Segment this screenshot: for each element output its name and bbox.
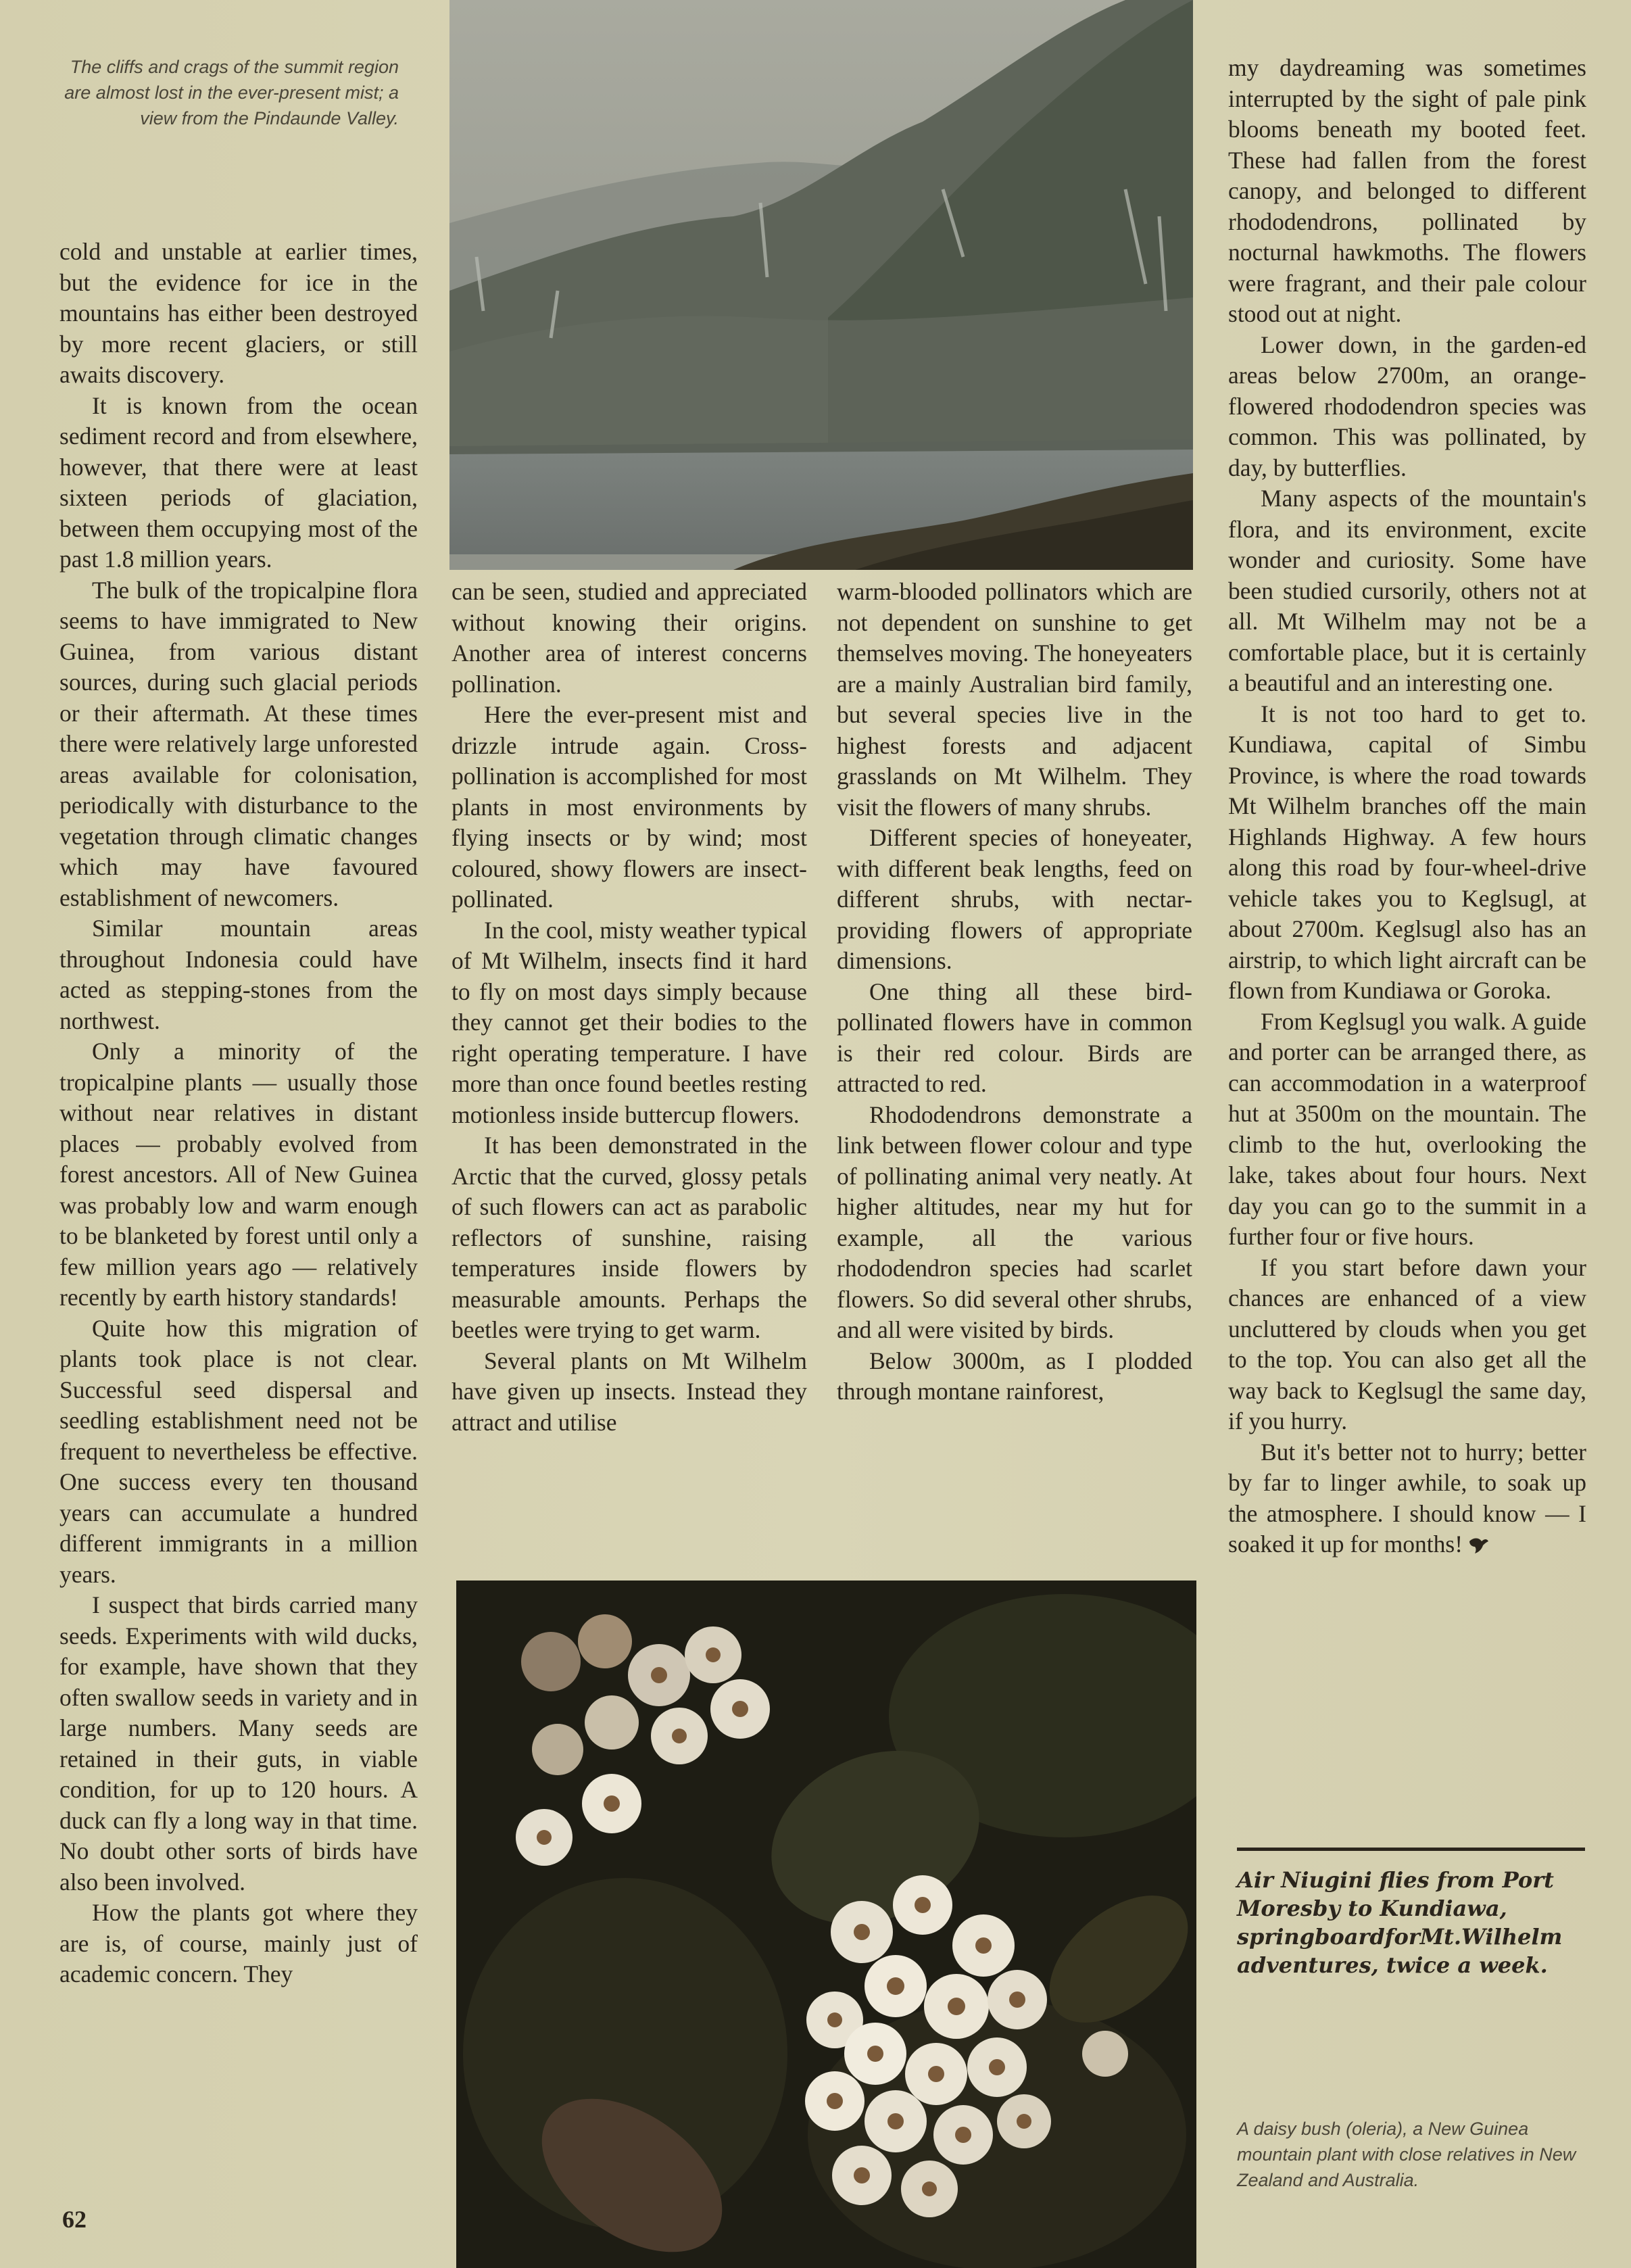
- daisy-bush-photo: [456, 1581, 1196, 2268]
- paragraph: One thing all these bird-pollinated flowers have in common is their red colour. Birds are attracted to red.: [837, 978, 1192, 1097]
- promo-divider: [1237, 1848, 1585, 1851]
- paragraph: Rhododendrons demonstrate a link between flower colour and type of pollinating animal very neatly. At higher altitudes, near my hut for example, all the various rhododendron species had scarlet flowers. So did several other shrubs, and all were visited by birds.: [837, 1101, 1192, 1343]
- paragraph: [1228, 1437, 1586, 1560]
- paragraph: Many aspects of the mountain's flora, and its environment, excite wonder and curiosity. Some have been studied cursorily, others not at all. Mt Wilhelm may not be a comfortable place, but it is certainly a beautiful and an interesting one.: [1228, 485, 1586, 696]
- paragraph: cold and unstable at earlier times, but the evidence for ice in the mountains has either been destroyed by more recent glaciers, or still awaits discovery.: [59, 238, 418, 388]
- top-photo-caption: The cliffs and crags of the summit region are almost lost in the ever-present mist; a view from the Pindaunde Valley.: [64, 57, 399, 128]
- daisy-bush-image: [456, 1581, 1196, 2268]
- mountain-lake-image: [449, 0, 1193, 570]
- paragraph: It has been demonstrated in the Arctic that the curved, glossy petals of such flowers can act as parabolic reflectors of sunshine, raising temperatures inside flowers by measurable amounts. Perhaps the beetles were trying to get warm.: [452, 1132, 807, 1343]
- paragraph: It is not too hard to get to. Kundiawa, capital of Simbu Province, is where the road towards Mt Wilhelm branches off the main Highlands Highway. A few hours along this road by four-wheel-drive vehicle takes you to Keglsugl, at about 2700m. Keglsugl also has an airstrip, to which light aircraft can be flown from Kundiawa or Goroka.: [1228, 700, 1586, 1004]
- paragraph: Below 3000m, as I plodded through montane rainforest,: [837, 1347, 1192, 1405]
- bottom-photo-caption: A daisy bush (oleria), a New Guinea mountain plant with close relatives in New Zealand and Australia.: [1237, 2119, 1576, 2190]
- page-number: 62: [62, 2206, 87, 2233]
- paragraph: Here the ever-present mist and drizzle intrude again. Cross-pollination is accomplished for most plants in most environments by flying insects or by wind; most coloured, showy flowers are insect-pollinated.: [452, 701, 807, 913]
- paragraph: can be seen, studied and appreciated without knowing their origins. Another area of interest concerns pollination.: [452, 578, 807, 698]
- paragraph: How the plants got where they are is, of course, mainly just of academic concern. They: [59, 1899, 418, 1987]
- mountain-lake-photo: [449, 0, 1193, 570]
- paragraph: Similar mountain areas throughout Indonesia could have acted as stepping-stones from the northwest.: [59, 915, 418, 1034]
- paragraph: In the cool, misty weather typical of Mt Wilhelm, insects find it hard to fly on most days simply because they cannot get their bodies to the right operating temperature. I have more than once found beetles resting motionless inside buttercup flowers.: [452, 916, 807, 1128]
- paragraph: From Keglsugl you walk. A guide and porter can be arranged there, as can accommodation in a waterproof hut at 3500m on the mountain. The climb to the hut, overlooking the lake, takes about four hours. Next day you can go to the summit in a further four or five hours.: [1228, 1007, 1586, 1250]
- paragraph: It is known from the ocean sediment record and from elsewhere, however, that there were at least sixteen periods of glaciation, between them occupying most of the past 1.8 million years.: [59, 391, 418, 573]
- paragraph: Different species of honeyeater, with different beak lengths, feed on different shrubs, with nectar-providing flowers of appropriate dimensions.: [837, 824, 1192, 974]
- paragraph: I suspect that birds carried many seeds. Experiments with wild ducks, for example, have shown that they often swallow seeds in variety and in large numbers. Many seeds are retained in their guts, in viable condition, for up to 120 hours. A duck can fly a long way in that time. No doubt other sorts of birds have also been involved.: [59, 1591, 418, 1896]
- paragraph: Lower down, in the garden-ed areas below 2700m, an orange-flowered rhododendron species was common. This was pollinated, by day, by butterflies.: [1228, 331, 1586, 481]
- text-column-2: [452, 577, 807, 1438]
- paragraph: Quite how this migration of plants took place is not clear. Successful seed dispersal and seedling establishment need not be frequent to nevertheless be effective. One success every ten thousand years can accumulate a hundred different immigrants in a million years.: [59, 1314, 418, 1588]
- airline-promo: Air Niugini flies from Port Moresby to Kundiawa, springboardforMt.Wilhelm adventures, twice a week.: [1237, 1867, 1563, 1978]
- text-column-1: [59, 237, 418, 1990]
- paragraph: my daydreaming was sometimes interrupted by the sight of pale pink blooms beneath my booted feet. These had fallen from the forest canopy, and belonged to different rhododendrons, pollinated by nocturnal hawkmoths. The flowers were fragrant, and their pale colour stood out at night.: [1228, 54, 1586, 327]
- text-column-3: [837, 577, 1192, 1407]
- paragraph: Several plants on Mt Wilhelm have given up insects. Instead they attract and utilise: [452, 1347, 807, 1436]
- paragraph: Only a minority of the tropicalpine plants — usually those without near relatives in distant places — probably evolved from forest ancestors. All of New Guinea was probably low and warm enough to be blanketed by forest until only a few million years ago — relatively recently by earth history standards!: [59, 1038, 418, 1311]
- paragraph: warm-blooded pollinators which are not dependent on sunshine to get themselves moving. The honeyeaters are a mainly Australian bird family, but several species live in the highest forests and adjacent grasslands on Mt Wilhelm. They visit the flowers of many shrubs.: [837, 578, 1192, 821]
- paragraph: The bulk of the tropicalpine flora seems to have immigrated to New Guinea, from various distant sources, during such glacial periods or their aftermath. At these times there were relatively large unforested areas available for colonisation, periodically with disturbance to the vegetation through climatic changes which may have favoured establishment of newcomers.: [59, 576, 418, 911]
- paragraph: If you start before dawn your chances are enhanced of a view uncluttered by clouds when you get to the top. You can also get all the way back to Keglsugl the same day, if you hurry.: [1228, 1253, 1586, 1434]
- bird-of-paradise-icon: [1467, 1535, 1490, 1555]
- closing-text: But it's better not to hurry; better by far to linger awhile, to soak up the atmosphere. I should know — I soaked it up for months!: [1228, 1438, 1586, 1558]
- text-column-4: [1228, 53, 1586, 1560]
